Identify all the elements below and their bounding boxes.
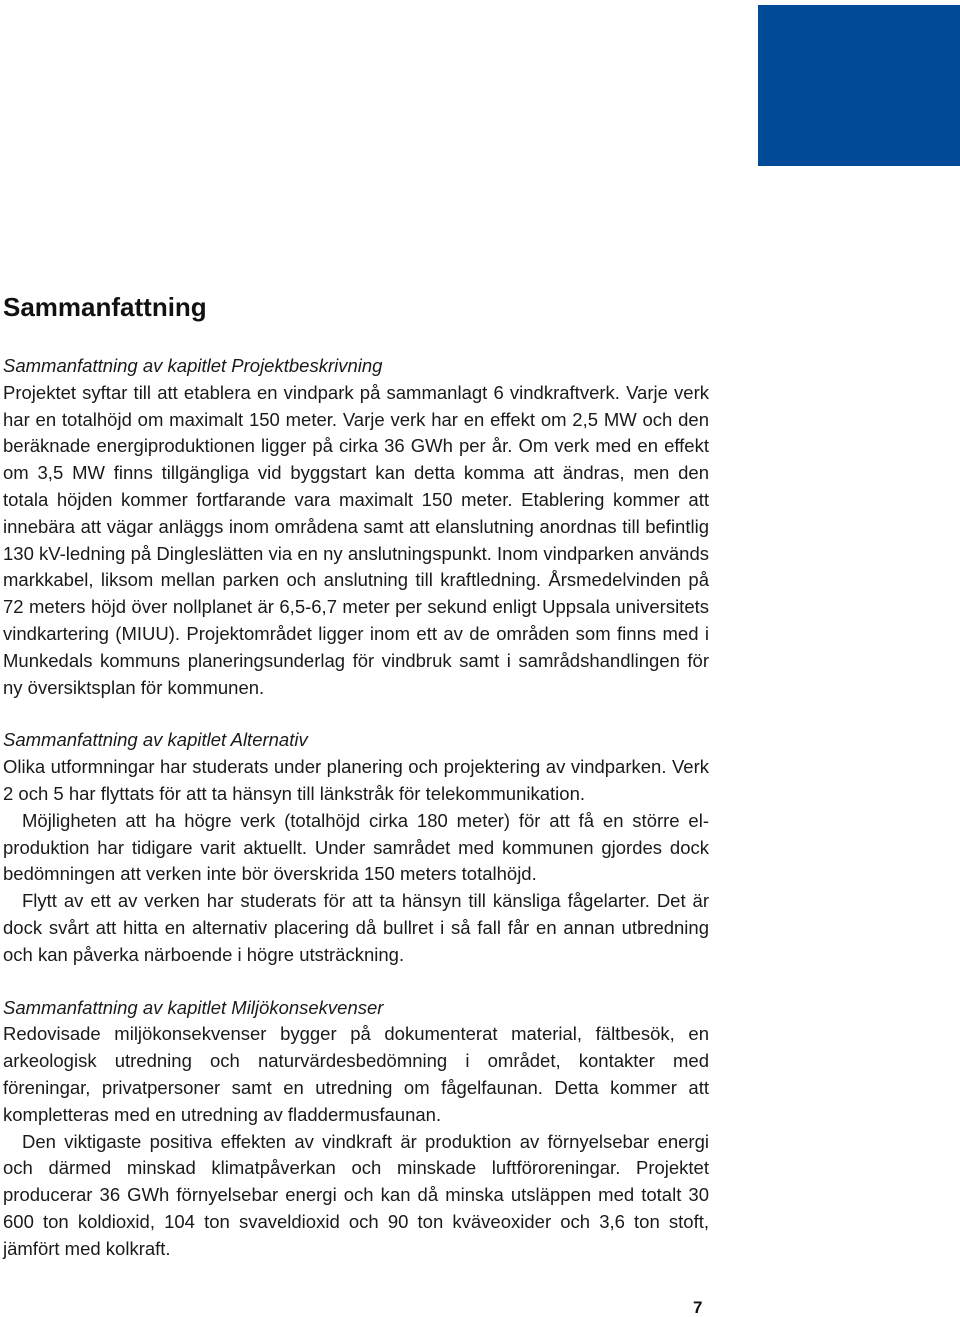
section-alternativ <box>3 727 709 968</box>
section-miljokonsekvenser <box>3 995 709 1263</box>
section-heading: Sammanfattning av kapitlet Miljökonsekvenser <box>3 996 384 1018</box>
section-heading: Sammanfattning av kapitlet Projektbeskrivning <box>3 355 383 376</box>
page-number: 7 <box>693 1298 703 1317</box>
paragraph: Olika utformningar har studerats under planering och projektering av vindparken. Verk 2 och 5 har flyttats för att ta hänsyn till länkstråk för telekommunikation. <box>3 756 709 804</box>
paragraph: Möjligheten att ha högre verk (totalhöjd cirka 180 meter) för att få en större elproduktion har tidigare varit aktuellt. Under samrådet med kommunen gjordes dock bedömningen att verken inte bör överskrida 150 meters totalhöjd. <box>3 809 709 885</box>
paragraph: Redovisade miljökonsekvenser bygger på dokumenterat material, fältbesök, en arkeologisk utredning och naturvärdesbedömning i området, kontakter med föreningar, privatpersoner samt en utredning om fågelfaunan. Detta kommer att kompletteras med en utredning av fladdermusfaunan. <box>3 1023 709 1125</box>
corner-color-block <box>758 5 960 166</box>
paragraph: Den viktigaste positiva effekten av vindkraft är produktion av förnyelsebar energi och därmed minskad klimatpåverkan och minskade luftföroreningar. Projektet producerar 36 GWh förnyelsebar energi och kan då minska utsläppen med totalt 30 600 ton koldioxid, 104 ton svaveldioxid och 90 ton kväveoxider och 3,6 ton stoft, jämfört med kolkraft. <box>3 1130 709 1259</box>
section-projektbeskrivning <box>3 353 709 701</box>
paragraph: Projektet syftar till att etablera en vindpark på sammanlagt 6 vindkraftverk. Varje verk har en totalhöjd om maximalt 150 meter. Varje verk har en effekt om 2,5 MW och den beräknade energiproduktionen ligger på cirka 36 GWh per år. Om verk med en effekt om 3,5 MW finns tillgängliga vid byggstart kan detta komma att ändras, men den totala höjden kommer fortfarande vara maximalt 150 meter. Etablering kommer att innebära att vägar anläggs inom områdena samt att elanslutning anordnas till befintlig 130 kV-ledning på Dingleslätten via en ny anslutningspunkt. Inom vindparken används markkabel, liksom mellan parken och anslutning till kraftledning. Årsmedelvinden på 72 meters höjd över nollplanet är 6,5-6,7 meter per sekund enligt Uppsala universitets vindkartering (MIUU). Projektområdet ligger inom ett av de områden som finns med i Munkedals kommuns planeringsunderlag för vindbruk samt i samrådshandlingen för ny översiktsplan för kommunen. <box>3 381 709 698</box>
page-title: Sammanfattning <box>3 292 207 322</box>
document-body <box>3 287 709 1289</box>
section-heading: Sammanfattning av kapitlet Alternativ <box>3 729 308 751</box>
paragraph: Flytt av ett av verken har studerats för att ta hänsyn till känsliga fågelarter. Det är dock svårt att hitta en alternativ placering då bullret i så fall får en annan utbredning och kan påverka närboende i högre utsträckning. <box>3 890 709 965</box>
